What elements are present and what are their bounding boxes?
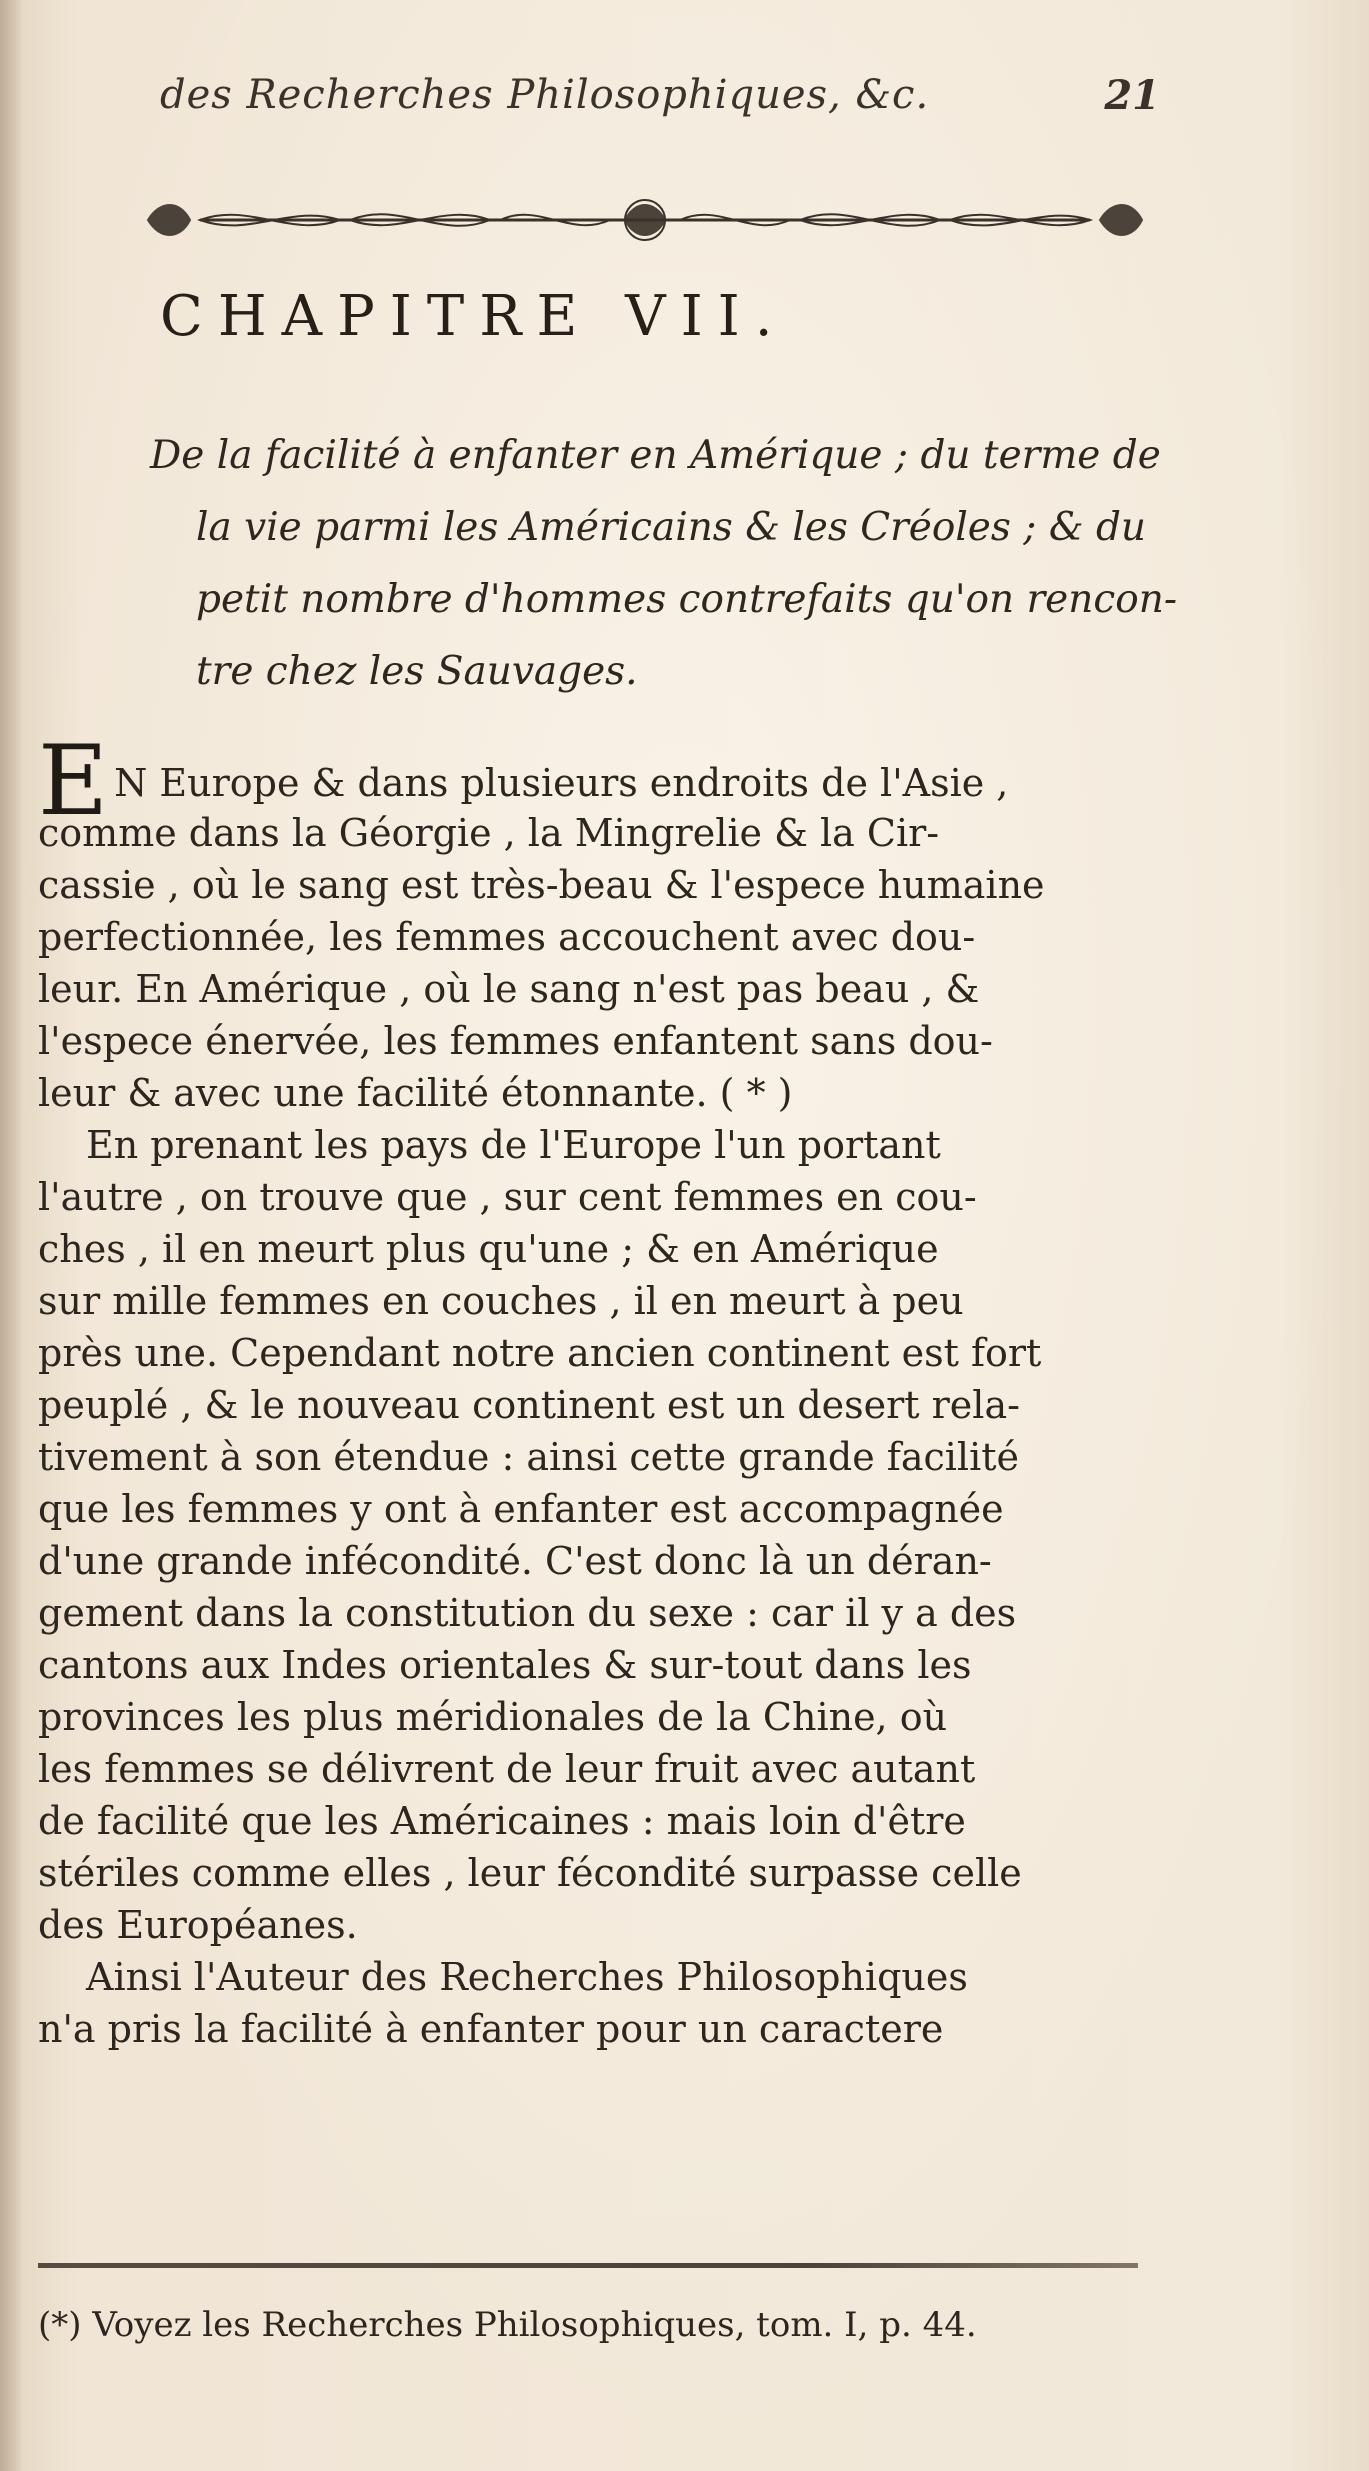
chapter-summary <box>150 420 1180 708</box>
text-line: En prenant les pays de l'Europe l'un portant <box>86 1123 941 1167</box>
text-line: des Européanes. <box>38 1903 358 1947</box>
text-line: leur & avec une facilité étonnante. ( * ) <box>38 1071 793 1115</box>
text-line: de facilité que les Américaines : mais loin d'être <box>38 1799 966 1843</box>
text-line: cantons aux Indes orientales & sur-tout dans les <box>38 1643 972 1687</box>
text-line: comme dans la Géorgie , la Mingrelie & la Cir- <box>38 811 940 855</box>
page-number: 21 <box>1104 72 1160 119</box>
text-line: gement dans la constitution du sexe : car il y a des <box>38 1591 1017 1635</box>
text-line: leur. En Amérique , où le sang n'est pas beau , & <box>38 967 980 1011</box>
summary-line: tre chez les Sauvages. <box>196 649 638 694</box>
page-gutter-shadow <box>0 0 22 2471</box>
text-line: ches , il en meurt plus qu'une ; & en Amérique <box>38 1227 939 1271</box>
text-line: perfectionnée, les femmes accouchent avec dou- <box>38 915 976 959</box>
text-line: cassie , où le sang est très-beau & l'espece humaine <box>38 863 1045 907</box>
drop-cap: E <box>38 725 109 837</box>
text-line: peuplé , & le nouveau continent est un desert rela- <box>38 1383 1020 1427</box>
text-line: les femmes se délivrent de leur fruit avec autant <box>38 1747 976 1791</box>
text-line: n'a pris la facilité à enfanter pour un caractere <box>38 2007 944 2051</box>
running-head <box>160 72 1160 132</box>
chapter-heading: CHAPITRE VII. <box>160 284 788 349</box>
decorative-ornament-band <box>140 190 1150 250</box>
text-line: d'une grande infécondité. C'est donc là un déran- <box>38 1539 992 1583</box>
text-line: Ainsi l'Auteur des Recherches Philosophiques <box>86 1955 968 1999</box>
footnote-separator-rule <box>38 2263 1138 2268</box>
text-line: l'espece énervée, les femmes enfantent sans dou- <box>38 1019 993 1063</box>
text-line: stériles comme elles , leur fécondité surpasse celle <box>38 1851 1022 1895</box>
text-line: sur mille femmes en couches , il en meurt à peu <box>38 1279 964 1323</box>
text-line: l'autre , on trouve que , sur cent femmes en cou- <box>38 1175 977 1219</box>
text-line: près une. Cependant notre ancien continent est fort <box>38 1331 1042 1375</box>
body-text <box>38 725 1148 2055</box>
running-title: des Recherches Philosophiques, &c. <box>160 72 930 118</box>
summary-line: la vie parmi les Américains & les Créoles ; & du <box>196 505 1147 550</box>
text-line: provinces les plus méridionales de la Chine, où <box>38 1695 948 1739</box>
text-line: tivement à son étendue : ainsi cette grande facilité <box>38 1435 1019 1479</box>
first-line-text: N Europe & dans plusieurs endroits de l'Asie , <box>114 761 1009 805</box>
text-line: que les femmes y ont à enfanter est accompagnée <box>38 1487 1004 1531</box>
footnote: (*) Voyez les Recherches Philosophiques, tom. I, p. 44. <box>38 2305 977 2345</box>
summary-line: petit nombre d'hommes contrefaits qu'on rencon- <box>196 577 1177 622</box>
summary-line: De la facilité à enfanter en Amérique ; du terme de <box>150 433 1161 478</box>
